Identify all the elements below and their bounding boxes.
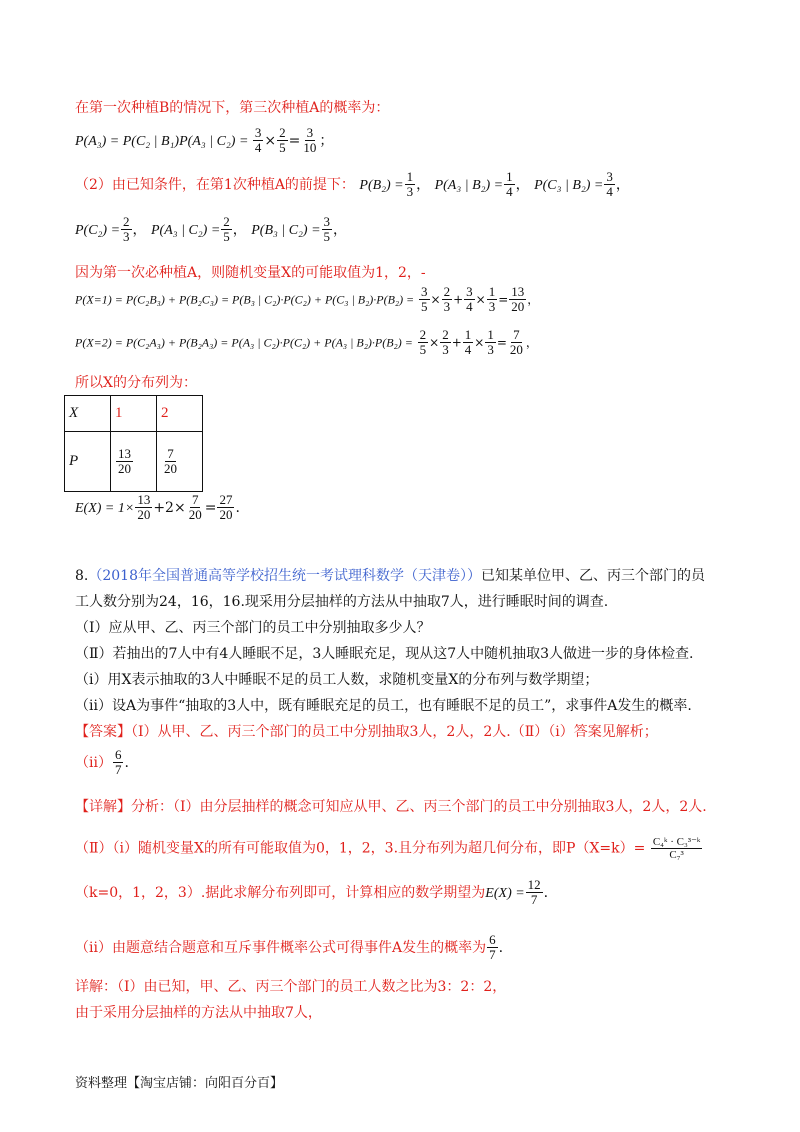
label-text: （2）由已知条件，在第1次种植A的前提下： xyxy=(75,176,355,193)
table-cell: X xyxy=(65,396,111,432)
formula-text: E(X) = xyxy=(485,885,525,901)
table-cell xyxy=(111,432,157,492)
table-cell xyxy=(157,432,203,492)
fraction: $\frac{7}{20}$ xyxy=(188,492,202,523)
fraction: $\frac{3}{4}$ xyxy=(606,169,613,200)
fraction: $\frac{3}{10}$ xyxy=(303,125,317,156)
table-cell: 1 xyxy=(111,396,157,432)
fraction: $\frac{2}{3}$ xyxy=(443,284,451,315)
detail-text: （ii）由题意结合题意和互斥事件概率公式可得事件A发生的概率为 xyxy=(75,939,487,956)
fraction: $\frac{2}{5}$ xyxy=(419,327,427,358)
detail-line-5: 详解：（Ⅰ）由已知，甲、乙、丙三个部门的员工人数之比为3：2：2， xyxy=(75,979,507,995)
fraction: $\frac{2}{3}$ xyxy=(123,214,130,245)
problem8-stem-line1 xyxy=(75,565,705,585)
fraction: $\frac{7}{20}$ xyxy=(509,327,523,358)
fraction: $\frac{2}{5}$ xyxy=(223,214,230,245)
detail-text: （Ⅱ）（i）随机变量X的所有可能取值为0，1，2，3.且分布列为超几何分布，即P（X=k）= xyxy=(75,840,646,857)
formula-text: P(A₃ | B₂) = xyxy=(434,177,504,193)
detail-line-6: 由于采用分层抽样的方法从中抽取7人， xyxy=(75,1005,322,1021)
page-footer: 资料整理【淘宝店铺：向阳百分百】 xyxy=(75,1076,284,1091)
detail-line-3: （k=0，1，2，3）.据此求解分布列即可，计算相应的数学期望为E(X) = $\frac{12}{7}$ . xyxy=(75,877,549,908)
problem8-q2i: （i）用X表示抽取的3人中睡眠不足的员工人数，求随机变量X的分布列与数学期望； xyxy=(75,672,599,688)
answer-line-2: （ii） $\frac{6}{7}$ . xyxy=(75,747,129,778)
problem8-q2ii: （ii）设A为事件“抽取的3人中，既有睡眠充足的员工，也有睡眠不足的员工”，求事件A发生的概率. xyxy=(75,698,692,714)
fraction: $\frac{6}{7}$ xyxy=(114,747,122,778)
fraction: $\frac{13}{20}$ xyxy=(511,284,525,315)
fraction: $\frac{7}{20}$ xyxy=(164,445,177,476)
fraction: $\frac{1}{4}$ xyxy=(464,327,472,358)
table-cell: 2 xyxy=(157,396,203,432)
table-row xyxy=(65,396,203,432)
fraction: $\frac{3}{4}$ xyxy=(466,284,473,315)
fraction: $\frac{1}{3}$ xyxy=(488,284,496,315)
detail-line-4: （ii）由题意结合题意和互斥事件概率公式可得事件A发生的概率为 $\frac{6}{7}$ . xyxy=(75,932,504,963)
formula-text: P(B₂) = xyxy=(359,177,404,193)
solution-line-5: 因为第一次必种植A，则随机变量X的可能取值为1，2，- xyxy=(75,265,426,281)
formula-text: P(C₃ | B₂) = xyxy=(534,177,604,193)
fraction: $\frac{3}{5}$ xyxy=(323,214,331,245)
fraction: $\frac{12}{7}$ xyxy=(527,877,541,908)
fraction: $\frac{1}{4}$ xyxy=(506,169,513,200)
fraction: $\frac{2}{3}$ xyxy=(442,327,449,358)
solution-line-4: P(C₂) = $\frac{2}{3}$ ， P(A₃ | C₂) = $\frac{2}{5}$ ， P(B₃ | C₂) = $\frac{3}{5}$ ， xyxy=(75,214,348,245)
formula-text: P(A₃ | C₂) = xyxy=(150,222,221,238)
distribution-table xyxy=(64,395,203,492)
fraction: $\frac{3}{4}$ xyxy=(254,125,262,156)
solution-line-1: 在第一次种植B的情况下，第三次种植A的概率为： xyxy=(75,100,390,116)
problem8-stem-line2: 工人数分别为24，16，16.现采用分层抽样的方法从中抽取7人，进行睡眠时间的调查. xyxy=(75,594,609,610)
problem-source: （2018年全国普通高等学校招生统一考试理科数学（天津卷）） xyxy=(88,568,481,584)
formula-text: P(A₃) = P(C₂ | B₁)P(A₃ | C₂) = xyxy=(75,133,252,149)
detail-text: （k=0，1，2，3）.据此求解分布列即可，计算相应的数学期望为 xyxy=(75,884,486,901)
formula-text: P(X=1) = P(C₂B₃) + P(B₂C₃) = P(B₃ | C₂)·P(C₂) + P(C₃ | B₂)·P(B₂) = xyxy=(75,292,415,307)
fraction: $\frac{13}{20}$ xyxy=(137,492,151,523)
solution-line-8: 所以X的分布列为： xyxy=(75,375,197,391)
solution-line-3: （2）由已知条件，在第1次种植A的前提下： P(B₂) = $\frac{1}{3}$ ， P(A₃ | B₂) = $\frac{1}{4}$ ， P(C₃ | B₂) = $\frac{3}{4}$ ， xyxy=(75,169,630,200)
solution-line-2: P(A₃) = P(C₂ | B₁)P(A₃ | C₂) = $\frac{3}{4}$ × $\frac{2}{5}$ = $\frac{3}{10}$ ； xyxy=(75,125,334,156)
fraction: $\frac{6}{7}$ xyxy=(489,932,496,963)
solution-line-6: P(X=1) = P(C₂B₃) + P(B₂C₃) = P(B₃ | C₂)·P(C₂) + P(C₃ | B₂)·P(B₂) = $\frac{3}{5}$ × $\frac{2}{3}$ + $\frac{3}{4}$ × $\frac{1}{3}$ = $\frac{13}{20}$ ， xyxy=(75,284,540,315)
fraction: $\frac{\text{C₄ᵏ · C₃³⁻ᵏ}}{\text{C₇³}}$ xyxy=(652,836,701,862)
detail-line-1: 【详解】分析：（Ⅰ）由分层抽样的概念可知应从甲、乙、丙三个部门的员工中分别抽取3人，2人，2人. xyxy=(75,799,707,815)
formula-text: P(X=2) = P(C₂A₃) + P(B₂A₃) = P(A₃ | C₂)·P(C₂) + P(A₃ | B₂)·P(B₂) = xyxy=(75,335,413,350)
problem8-q2: （Ⅱ）若抽出的7人中有4人睡眠不足，3人睡眠充足，现从这7人中随机抽取3人做进一步的身体检查. xyxy=(75,646,694,662)
answer-line: 【答案】（Ⅰ）从甲、乙、丙三个部门的员工中分别抽取3人，2人，2人.（Ⅱ）（i）答案见解析； xyxy=(75,724,658,740)
formula-text: E(X) = 1× xyxy=(75,500,135,516)
solution-line-7: P(X=2) = P(C₂A₃) + P(B₂A₃) = P(A₃ | C₂)·P(C₂) + P(A₃ | B₂)·P(B₂) = $\frac{2}{5}$ × $\frac{2}{3}$ + $\frac{1}{4}$ × $\frac{1}{3}$ = $\frac{7}{20}$ ， xyxy=(75,327,538,358)
fraction: $\frac{1}{3}$ xyxy=(487,327,494,358)
formula-text: P(C₂) = xyxy=(75,222,121,238)
table-row xyxy=(65,432,203,492)
problem-number: 8. xyxy=(75,568,89,584)
formula-text: P(B₃ | C₂) = xyxy=(251,222,321,238)
fraction: $\frac{27}{20}$ xyxy=(219,492,233,523)
fraction: $\frac{2}{5}$ xyxy=(279,125,286,156)
fraction: $\frac{13}{20}$ xyxy=(118,445,131,476)
fraction: $\frac{1}{3}$ xyxy=(406,169,414,200)
fraction: $\frac{3}{5}$ xyxy=(421,284,428,315)
expectation-line: E(X) = 1× $\frac{13}{20}$ +2× $\frac{7}{20}$ = $\frac{27}{20}$ . xyxy=(75,492,240,523)
problem-stem: 已知某单位甲、乙、丙三个部门的员 xyxy=(481,568,705,584)
table-cell: P xyxy=(65,432,111,492)
answer-label: （ii） xyxy=(75,754,112,771)
problem8-q1: （Ⅰ）应从甲、乙、丙三个部门的员工中分别抽取多少人？ xyxy=(75,620,431,636)
detail-line-2 xyxy=(75,836,703,861)
